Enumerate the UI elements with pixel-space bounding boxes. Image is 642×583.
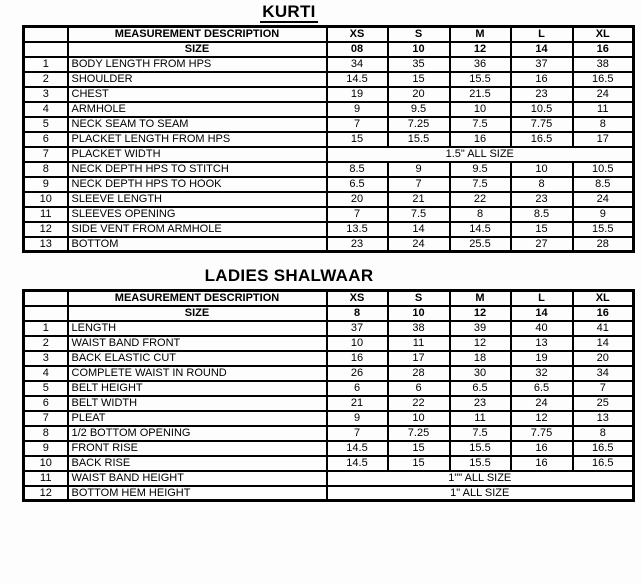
description-column-header: MEASUREMENT DESCRIPTION	[68, 27, 327, 42]
row-number: 5	[24, 117, 68, 132]
size-column-header: XS	[327, 291, 388, 306]
measurement-value: 17	[573, 132, 634, 147]
measurement-description: FRONT RISE	[68, 441, 327, 456]
measurement-value: 14.5	[327, 72, 388, 87]
measurement-value: 10.5	[573, 162, 634, 177]
measurement-value: 23	[511, 87, 573, 102]
table-row	[24, 426, 634, 441]
kurti-title-wrap	[22, 2, 556, 23]
size-column-header: XL	[573, 291, 634, 306]
size-column-header: S	[388, 27, 450, 42]
measurement-value: 14	[573, 336, 634, 351]
ladies-shalwaar-section	[22, 266, 642, 502]
measurement-value: 14.5	[327, 441, 388, 456]
measurement-value: 35	[388, 57, 450, 72]
measurement-value: 26	[327, 366, 388, 381]
measurement-value: 7.5	[388, 207, 450, 222]
row-number: 13	[24, 237, 68, 252]
table-row	[24, 222, 634, 237]
measurement-description: LENGTH	[68, 321, 327, 336]
measurement-value: 7	[327, 426, 388, 441]
table-row	[24, 411, 634, 426]
measurement-description: BOTTOM HEM HEIGHT	[68, 486, 327, 501]
ladies-shalwaar-title-wrap	[22, 266, 556, 287]
row-number: 9	[24, 177, 68, 192]
measurement-value: 16.5	[511, 132, 573, 147]
size-row-value: 12	[450, 42, 511, 57]
measurement-description: NECK SEAM TO SEAM	[68, 117, 327, 132]
table-row	[24, 87, 634, 102]
measurement-value: 7	[573, 381, 634, 396]
row-number: 9	[24, 441, 68, 456]
measurement-value: 19	[327, 87, 388, 102]
measurement-description: COMPLETE WAIST IN ROUND	[68, 366, 327, 381]
measurement-value: 9	[573, 207, 634, 222]
measurement-value: 22	[388, 396, 450, 411]
row-number: 12	[24, 222, 68, 237]
measurement-value: 19	[511, 351, 573, 366]
row-number: 3	[24, 351, 68, 366]
measurement-value: 28	[573, 237, 634, 252]
measurement-value: 23	[511, 192, 573, 207]
table-row	[24, 366, 634, 381]
measurement-value: 9.5	[450, 162, 511, 177]
measurement-value: 6	[388, 381, 450, 396]
kurti-measurement-table	[22, 25, 635, 253]
measurement-value: 15	[388, 456, 450, 471]
measurement-value: 15.5	[450, 72, 511, 87]
table-row	[24, 192, 634, 207]
measurement-value: 7.25	[388, 426, 450, 441]
measurement-value: 16	[511, 456, 573, 471]
ladies-shalwaar-measurement-table	[22, 289, 635, 502]
measurement-value: 9	[388, 162, 450, 177]
measurement-value: 8	[573, 117, 634, 132]
measurement-description: BELT WIDTH	[68, 396, 327, 411]
measurement-description: SLEEVES OPENING	[68, 207, 327, 222]
measurement-value: 37	[327, 321, 388, 336]
measurement-value: 15.5	[573, 222, 634, 237]
measurement-value: 18	[450, 351, 511, 366]
size-row-label: SIZE	[68, 42, 327, 57]
measurement-value: 7.75	[511, 426, 573, 441]
measurement-value: 38	[573, 57, 634, 72]
ladies-shalwaar-table-title: LADIES SHALWAAR	[204, 266, 374, 285]
measurement-value: 6.5	[511, 381, 573, 396]
table-row	[24, 396, 634, 411]
table-row	[24, 177, 634, 192]
measurement-value: 10	[327, 336, 388, 351]
measurement-value: 6.5	[327, 177, 388, 192]
table-row	[24, 351, 634, 366]
measurement-value: 40	[511, 321, 573, 336]
measurement-description: PLACKET WIDTH	[68, 147, 327, 162]
header-row	[24, 27, 634, 42]
measurement-value: 7.25	[388, 117, 450, 132]
table-row	[24, 57, 634, 72]
measurement-value: 38	[388, 321, 450, 336]
measurement-value: 16	[511, 441, 573, 456]
table-row	[24, 471, 634, 486]
measurement-value: 12	[450, 336, 511, 351]
row-number: 5	[24, 381, 68, 396]
measurement-value: 20	[573, 351, 634, 366]
measurement-value: 7	[327, 207, 388, 222]
measurement-value: 13.5	[327, 222, 388, 237]
measurement-value: 24	[388, 237, 450, 252]
size-row-number-cell	[24, 42, 68, 57]
row-number: 8	[24, 426, 68, 441]
measurement-value: 16.5	[573, 456, 634, 471]
measurement-value: 39	[450, 321, 511, 336]
measurement-value: 8.5	[511, 207, 573, 222]
size-row-value: 8	[327, 306, 388, 321]
measurement-value: 8	[450, 207, 511, 222]
measurement-value: 41	[573, 321, 634, 336]
measurement-value: 8	[511, 177, 573, 192]
measurement-value: 20	[327, 192, 388, 207]
size-row-value: 10	[388, 42, 450, 57]
measurement-value: 14.5	[327, 456, 388, 471]
measurement-value: 10	[511, 162, 573, 177]
measurement-value: 25.5	[450, 237, 511, 252]
measurement-value: 22	[450, 192, 511, 207]
row-number: 12	[24, 486, 68, 501]
measurement-value: 37	[511, 57, 573, 72]
row-number: 10	[24, 456, 68, 471]
table-row	[24, 162, 634, 177]
measurement-value: 23	[327, 237, 388, 252]
measurement-value: 21.5	[450, 87, 511, 102]
row-number: 1	[24, 321, 68, 336]
kurti-section	[22, 2, 642, 253]
measurement-value: 13	[511, 336, 573, 351]
row-number: 4	[24, 366, 68, 381]
size-column-header: L	[511, 291, 573, 306]
size-column-header: S	[388, 291, 450, 306]
size-row-value: 08	[327, 42, 388, 57]
table-row	[24, 102, 634, 117]
row-number: 10	[24, 192, 68, 207]
measurement-value: 34	[573, 366, 634, 381]
measurement-value: 9.5	[388, 102, 450, 117]
measurement-description: WAIST BAND HEIGHT	[68, 471, 327, 486]
measurement-value: 10	[450, 102, 511, 117]
table-row	[24, 321, 634, 336]
measurement-description: SIDE VENT FROM ARMHOLE	[68, 222, 327, 237]
measurement-value: 32	[511, 366, 573, 381]
measurement-description: BOTTOM	[68, 237, 327, 252]
all-size-value: 1.5" ALL SIZE	[327, 147, 634, 162]
measurement-value: 25	[573, 396, 634, 411]
measurement-value: 7	[388, 177, 450, 192]
measurement-value: 7.5	[450, 117, 511, 132]
measurement-value: 16	[450, 132, 511, 147]
measurement-value: 9	[327, 411, 388, 426]
measurement-value: 10	[388, 411, 450, 426]
measurement-value: 15	[388, 441, 450, 456]
table-row	[24, 381, 634, 396]
measurement-description: BODY LENGTH FROM HPS	[68, 57, 327, 72]
header-row	[24, 291, 634, 306]
row-number: 8	[24, 162, 68, 177]
measurement-value: 23	[450, 396, 511, 411]
measurement-value: 15.5	[450, 441, 511, 456]
measurement-description: NECK DEPTH HPS TO HOOK	[68, 177, 327, 192]
size-row-value: 14	[511, 306, 573, 321]
measurement-value: 11	[573, 102, 634, 117]
measurement-value: 7.5	[450, 177, 511, 192]
measurement-description: SHOULDER	[68, 72, 327, 87]
row-number: 4	[24, 102, 68, 117]
measurement-value: 8.5	[327, 162, 388, 177]
row-number: 3	[24, 87, 68, 102]
measurement-value: 27	[511, 237, 573, 252]
measurement-value: 16	[511, 72, 573, 87]
measurement-value: 16	[327, 351, 388, 366]
measurement-value: 15.5	[388, 132, 450, 147]
measurement-value: 24	[573, 192, 634, 207]
measurement-value: 28	[388, 366, 450, 381]
measurement-value: 14.5	[450, 222, 511, 237]
table-row	[24, 117, 634, 132]
size-column-header: XS	[327, 27, 388, 42]
size-column-header: L	[511, 27, 573, 42]
measurement-value: 11	[388, 336, 450, 351]
measurement-value: 7.75	[511, 117, 573, 132]
table-row	[24, 132, 634, 147]
size-column-header: XL	[573, 27, 634, 42]
table-row	[24, 72, 634, 87]
measurement-value: 6.5	[450, 381, 511, 396]
size-row-value: 14	[511, 42, 573, 57]
row-number: 2	[24, 336, 68, 351]
measurement-description: BACK RISE	[68, 456, 327, 471]
table-row	[24, 486, 634, 501]
size-column-header: M	[450, 291, 511, 306]
size-row-label: SIZE	[68, 306, 327, 321]
row-number: 2	[24, 72, 68, 87]
measurement-description: PLACKET LENGTH FROM HPS	[68, 132, 327, 147]
size-row	[24, 42, 634, 57]
measurement-value: 20	[388, 87, 450, 102]
measurement-value: 36	[450, 57, 511, 72]
measurement-value: 11	[450, 411, 511, 426]
measurement-value: 10.5	[511, 102, 573, 117]
kurti-table-title: KURTI	[262, 2, 316, 21]
table-row	[24, 456, 634, 471]
all-size-value: 1" ALL SIZE	[327, 486, 634, 501]
measurement-value: 8.5	[573, 177, 634, 192]
row-number-header	[24, 291, 68, 306]
measurement-description: WAIST BAND FRONT	[68, 336, 327, 351]
row-number: 7	[24, 147, 68, 162]
measurement-value: 6	[327, 381, 388, 396]
size-row	[24, 306, 634, 321]
measurement-value: 7.5	[450, 426, 511, 441]
measurement-description: BELT HEIGHT	[68, 381, 327, 396]
measurement-value: 30	[450, 366, 511, 381]
size-row-value: 16	[573, 42, 634, 57]
table-row	[24, 207, 634, 222]
measurement-value: 21	[327, 396, 388, 411]
measurement-value: 16.5	[573, 72, 634, 87]
measurement-value: 8	[573, 426, 634, 441]
measurement-value: 15	[511, 222, 573, 237]
measurement-value: 24	[511, 396, 573, 411]
measurement-value: 13	[573, 411, 634, 426]
size-row-value: 12	[450, 306, 511, 321]
measurement-description: ARMHOLE	[68, 102, 327, 117]
measurement-value: 16.5	[573, 441, 634, 456]
all-size-value: 1"" ALL SIZE	[327, 471, 634, 486]
measurement-description: 1/2 BOTTOM OPENING	[68, 426, 327, 441]
measurement-value: 14	[388, 222, 450, 237]
row-number: 7	[24, 411, 68, 426]
measurement-value: 21	[388, 192, 450, 207]
measurement-value: 17	[388, 351, 450, 366]
measurement-description: SLEEVE LENGTH	[68, 192, 327, 207]
measurement-value: 15.5	[450, 456, 511, 471]
size-row-value: 10	[388, 306, 450, 321]
measurement-description: CHEST	[68, 87, 327, 102]
row-number: 11	[24, 207, 68, 222]
measurement-value: 12	[511, 411, 573, 426]
measurement-value: 9	[327, 102, 388, 117]
measurement-description: NECK DEPTH HPS TO STITCH	[68, 162, 327, 177]
table-row	[24, 147, 634, 162]
row-number: 1	[24, 57, 68, 72]
row-number: 6	[24, 396, 68, 411]
measurement-description: BACK ELASTIC CUT	[68, 351, 327, 366]
measurement-value: 15	[388, 72, 450, 87]
table-row	[24, 336, 634, 351]
measurement-value: 7	[327, 117, 388, 132]
row-number: 11	[24, 471, 68, 486]
measurement-description: PLEAT	[68, 411, 327, 426]
table-row	[24, 237, 634, 252]
row-number: 6	[24, 132, 68, 147]
measurement-value: 24	[573, 87, 634, 102]
measurement-value: 34	[327, 57, 388, 72]
description-column-header: MEASUREMENT DESCRIPTION	[68, 291, 327, 306]
size-column-header: M	[450, 27, 511, 42]
size-row-value: 16	[573, 306, 634, 321]
measurement-value: 15	[327, 132, 388, 147]
table-row	[24, 441, 634, 456]
row-number-header	[24, 27, 68, 42]
size-row-number-cell	[24, 306, 68, 321]
